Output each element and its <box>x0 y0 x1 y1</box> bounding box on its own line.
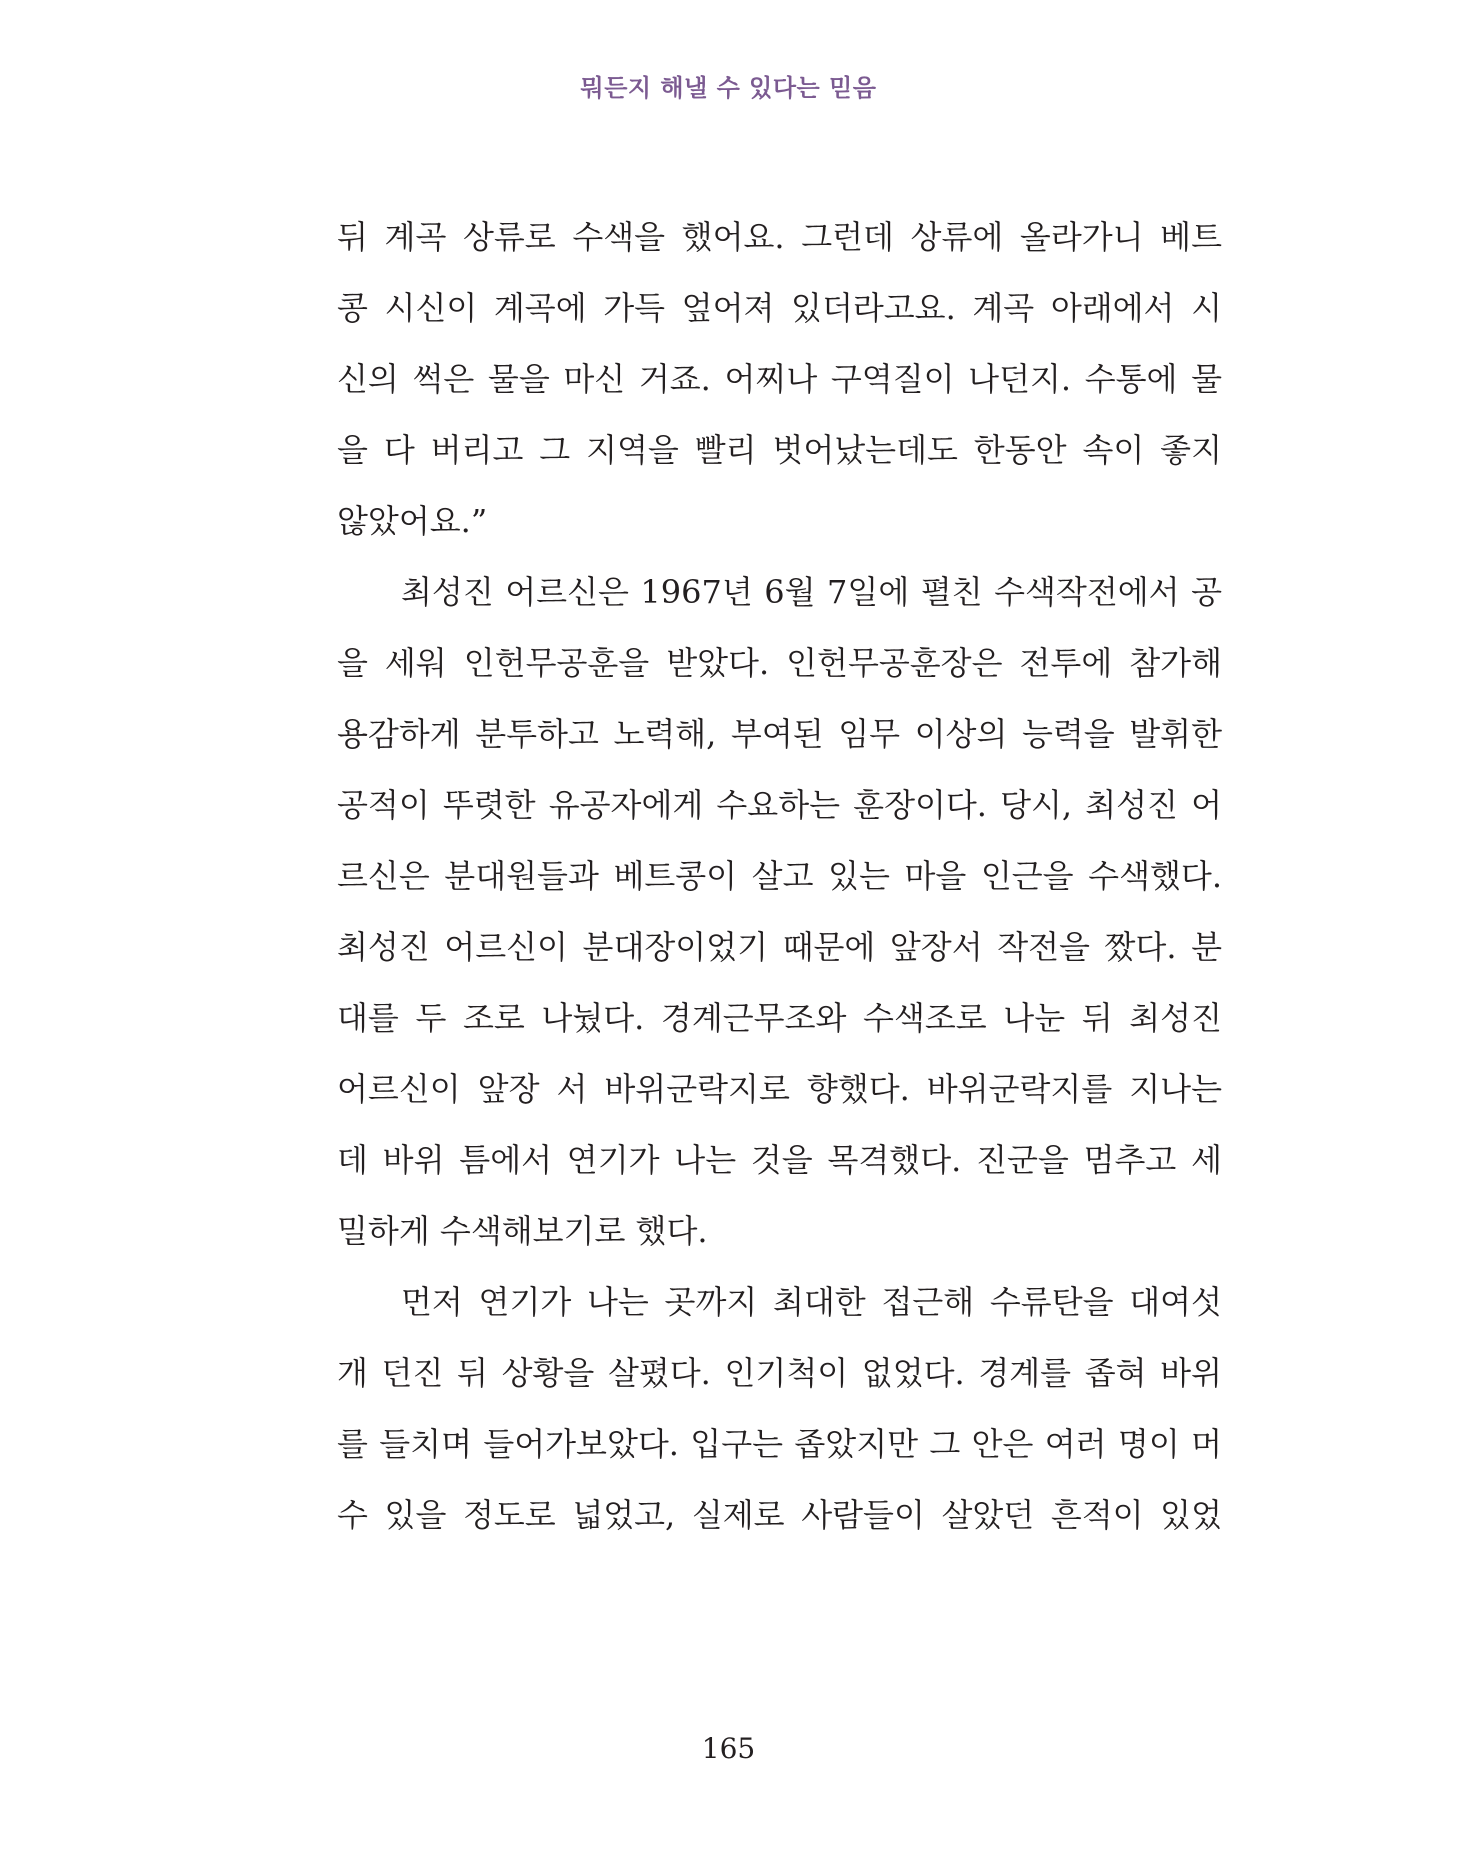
text-line: 밀하게 수색해보기로 했다. <box>337 1212 708 1250</box>
text-line: 어르신이 앞장 서 바위군락지로 향했다. 바위군락지를 지나는 <box>337 1070 1222 1108</box>
text-line: 를 들치며 들어가보았다. 입구는 좁았지만 그 안은 여러 명이 머 <box>337 1425 1222 1463</box>
page-number: 165 <box>701 1732 756 1765</box>
text-line: 콩 시신이 계곡에 가득 엎어져 있더라고요. 계곡 아래에서 시 <box>337 289 1222 327</box>
body-text <box>337 202 1222 1551</box>
text-line: 용감하게 분투하고 노력해, 부여된 임무 이상의 능력을 발휘한 <box>337 715 1222 753</box>
paragraph-first-line: 최성진 어르신은 1967년 6월 7일에 펼친 수색작전에서 공 <box>401 573 1222 611</box>
running-header-title: 뭐든지 해낼 수 있다는 믿음 <box>580 74 877 102</box>
text-line: 을 세워 인헌무공훈을 받았다. 인헌무공훈장은 전투에 참가해 <box>337 644 1222 682</box>
text-line: 않았어요.” <box>337 502 488 540</box>
text-line: 르신은 분대원들과 베트콩이 살고 있는 마을 인근을 수색했다. <box>337 857 1222 895</box>
text-line: 수 있을 정도로 넓었고, 실제로 사람들이 살았던 흔적이 있었 <box>337 1496 1222 1534</box>
text-line: 공적이 뚜렷한 유공자에게 수요하는 훈장이다. 당시, 최성진 어 <box>337 786 1222 824</box>
text-line: 개 던진 뒤 상황을 살폈다. 인기척이 없었다. 경계를 좁혀 바위 <box>337 1354 1222 1392</box>
text-line: 대를 두 조로 나눴다. 경계근무조와 수색조로 나눈 뒤 최성진 <box>337 999 1222 1037</box>
text-line: 신의 썩은 물을 마신 거죠. 어찌나 구역질이 나던지. 수통에 물 <box>337 360 1222 398</box>
text-line: 최성진 어르신이 분대장이었기 때문에 앞장서 작전을 짰다. 분 <box>337 928 1222 966</box>
paragraph-first-line: 먼저 연기가 나는 곳까지 최대한 접근해 수류탄을 대여섯 <box>401 1283 1222 1321</box>
text-line: 을 다 버리고 그 지역을 빨리 벗어났는데도 한동안 속이 좋지 <box>337 431 1222 469</box>
text-line: 뒤 계곡 상류로 수색을 했어요. 그런데 상류에 올라가니 베트 <box>337 218 1222 256</box>
text-line: 데 바위 틈에서 연기가 나는 것을 목격했다. 진군을 멈추고 세 <box>337 1141 1222 1179</box>
